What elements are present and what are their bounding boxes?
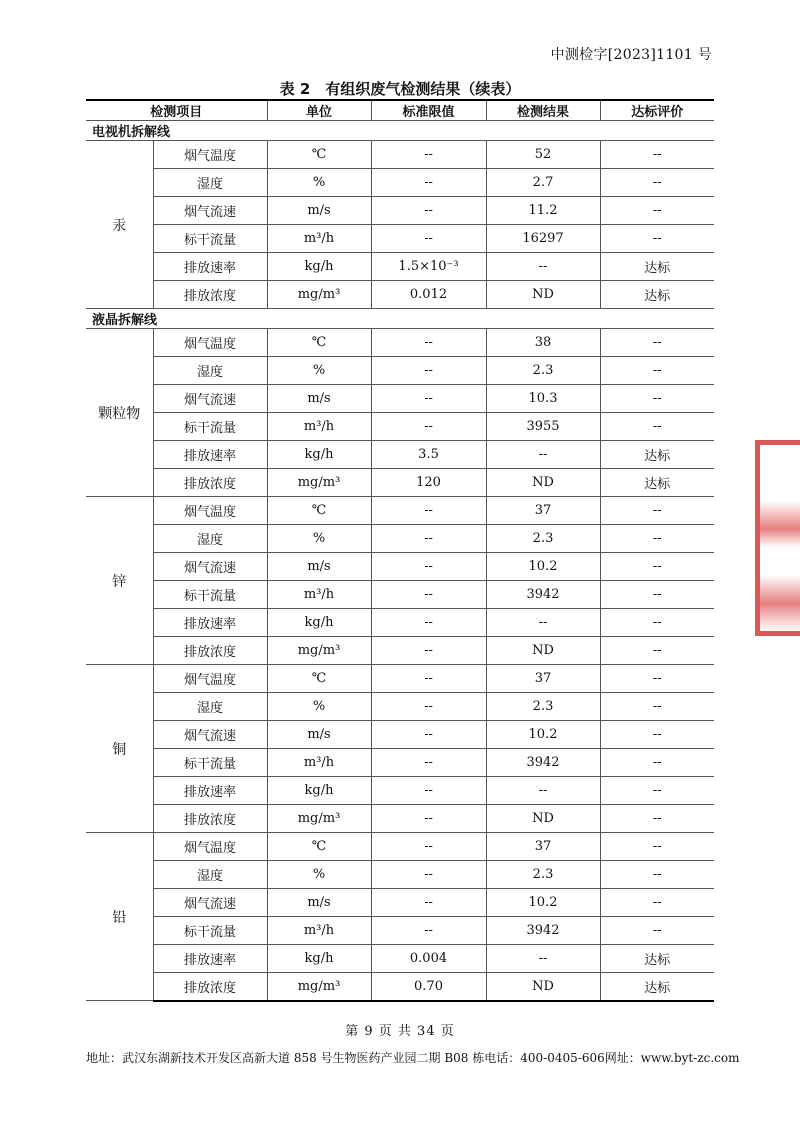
table-row	[86, 917, 714, 945]
result-cell: 2.7	[486, 169, 600, 197]
section-title: 液晶拆解线	[86, 309, 714, 329]
table-row	[86, 385, 714, 413]
eval-cell: --	[600, 329, 714, 357]
limit-cell: --	[371, 637, 486, 665]
eval-cell: --	[600, 553, 714, 581]
limit-cell: --	[371, 861, 486, 889]
unit-cell: ℃	[267, 665, 371, 693]
table-row	[86, 861, 714, 889]
unit-cell: m³/h	[267, 749, 371, 777]
table-row	[86, 553, 714, 581]
header-result: 检测结果	[486, 100, 600, 121]
param-cell: 湿度	[153, 169, 267, 197]
param-cell: 排放浓度	[153, 805, 267, 833]
table-row	[86, 721, 714, 749]
eval-cell: --	[600, 609, 714, 637]
limit-cell: --	[371, 553, 486, 581]
table-row	[86, 357, 714, 385]
limit-cell: --	[371, 805, 486, 833]
result-cell: 10.2	[486, 721, 600, 749]
table-row	[86, 749, 714, 777]
unit-cell: m³/h	[267, 581, 371, 609]
unit-cell: %	[267, 525, 371, 553]
limit-cell: --	[371, 581, 486, 609]
result-cell: 2.3	[486, 525, 600, 553]
red-seal-stamp	[755, 440, 800, 636]
limit-cell: --	[371, 609, 486, 637]
result-cell: 10.2	[486, 889, 600, 917]
result-cell: --	[486, 609, 600, 637]
unit-cell: %	[267, 357, 371, 385]
eval-cell: --	[600, 141, 714, 169]
param-cell: 烟气温度	[153, 497, 267, 525]
result-cell: 10.3	[486, 385, 600, 413]
result-cell: --	[486, 945, 600, 973]
param-cell: 排放速率	[153, 253, 267, 281]
unit-cell: m/s	[267, 553, 371, 581]
eval-cell: 达标	[600, 253, 714, 281]
limit-cell: --	[371, 749, 486, 777]
table-caption: 表 2 有组织废气检测结果（续表）	[279, 80, 521, 98]
limit-cell: 1.5×10⁻³	[371, 253, 486, 281]
table-row	[86, 497, 714, 525]
limit-cell: --	[371, 141, 486, 169]
table-row	[86, 141, 714, 169]
limit-cell: --	[371, 329, 486, 357]
result-cell: 3942	[486, 917, 600, 945]
param-cell: 排放速率	[153, 777, 267, 805]
unit-cell: m³/h	[267, 917, 371, 945]
result-cell: 37	[486, 497, 600, 525]
result-cell: ND	[486, 805, 600, 833]
unit-cell: %	[267, 861, 371, 889]
table-row	[86, 225, 714, 253]
unit-cell: mg/m³	[267, 281, 371, 309]
page-footer	[86, 1049, 740, 1066]
eval-cell: --	[600, 917, 714, 945]
unit-cell: m/s	[267, 721, 371, 749]
param-cell: 烟气流速	[153, 197, 267, 225]
result-cell: 2.3	[486, 861, 600, 889]
limit-cell: --	[371, 413, 486, 441]
eval-cell: --	[600, 861, 714, 889]
limit-cell: --	[371, 525, 486, 553]
unit-cell: m/s	[267, 385, 371, 413]
param-cell: 标干流量	[153, 581, 267, 609]
eval-cell: --	[600, 693, 714, 721]
unit-cell: mg/m³	[267, 637, 371, 665]
unit-cell: m/s	[267, 889, 371, 917]
table-row	[86, 637, 714, 665]
result-cell: --	[486, 253, 600, 281]
unit-cell: m³/h	[267, 225, 371, 253]
table-row	[86, 665, 714, 693]
limit-cell: --	[371, 497, 486, 525]
eval-cell: 达标	[600, 441, 714, 469]
table-row	[86, 805, 714, 833]
item-name-cell: 锌	[86, 497, 153, 665]
eval-cell: 达标	[600, 973, 714, 1001]
header-row	[86, 100, 714, 121]
limit-cell: --	[371, 197, 486, 225]
eval-cell: --	[600, 497, 714, 525]
unit-cell: m³/h	[267, 413, 371, 441]
result-cell: 3955	[486, 413, 600, 441]
footer-phone: 电话：400-0405-606	[484, 1051, 605, 1065]
result-cell: 38	[486, 329, 600, 357]
table-row	[86, 329, 714, 357]
eval-cell: --	[600, 385, 714, 413]
param-cell: 标干流量	[153, 225, 267, 253]
unit-cell: kg/h	[267, 253, 371, 281]
table-row	[86, 469, 714, 497]
limit-cell: --	[371, 889, 486, 917]
result-cell: 10.2	[486, 553, 600, 581]
unit-cell: ℃	[267, 833, 371, 861]
table-row	[86, 525, 714, 553]
table-row	[86, 889, 714, 917]
eval-cell: --	[600, 357, 714, 385]
unit-cell: %	[267, 693, 371, 721]
limit-cell: --	[371, 665, 486, 693]
unit-cell: m/s	[267, 197, 371, 225]
eval-cell: --	[600, 637, 714, 665]
section-row	[86, 121, 714, 141]
limit-cell: 0.70	[371, 973, 486, 1001]
param-cell: 标干流量	[153, 749, 267, 777]
table-row	[86, 945, 714, 973]
param-cell: 烟气温度	[153, 329, 267, 357]
result-cell: 3942	[486, 581, 600, 609]
eval-cell: --	[600, 665, 714, 693]
result-cell: 52	[486, 141, 600, 169]
unit-cell: ℃	[267, 141, 371, 169]
limit-cell: --	[371, 721, 486, 749]
param-cell: 湿度	[153, 861, 267, 889]
result-cell: --	[486, 777, 600, 805]
item-name-cell: 汞	[86, 141, 153, 309]
table-row	[86, 777, 714, 805]
table-row	[86, 197, 714, 225]
table-row	[86, 169, 714, 197]
results-table	[86, 99, 714, 1002]
table-row	[86, 609, 714, 637]
unit-cell: kg/h	[267, 609, 371, 637]
table-row	[86, 693, 714, 721]
limit-cell: --	[371, 385, 486, 413]
param-cell: 湿度	[153, 357, 267, 385]
report-number: 中测检字[2023]1101 号	[550, 47, 712, 63]
eval-cell: --	[600, 833, 714, 861]
table-row	[86, 281, 714, 309]
result-cell: 2.3	[486, 357, 600, 385]
eval-cell: 达标	[600, 469, 714, 497]
param-cell: 标干流量	[153, 917, 267, 945]
limit-cell: --	[371, 917, 486, 945]
param-cell: 排放速率	[153, 441, 267, 469]
header-item: 检测项目	[86, 100, 267, 121]
footer-website: 网址：www.byt-zc.com	[604, 1051, 740, 1065]
eval-cell: --	[600, 749, 714, 777]
eval-cell: --	[600, 581, 714, 609]
result-cell: 11.2	[486, 197, 600, 225]
limit-cell: 120	[371, 469, 486, 497]
result-cell: 3942	[486, 749, 600, 777]
limit-cell: --	[371, 693, 486, 721]
table-row	[86, 253, 714, 281]
result-cell: ND	[486, 469, 600, 497]
header-unit: 单位	[267, 100, 371, 121]
param-cell: 湿度	[153, 693, 267, 721]
limit-cell: --	[371, 225, 486, 253]
header-eval: 达标评价	[600, 100, 714, 121]
table-row	[86, 413, 714, 441]
param-cell: 烟气流速	[153, 889, 267, 917]
table-body	[86, 121, 714, 1001]
eval-cell: 达标	[600, 945, 714, 973]
item-name-cell: 铅	[86, 833, 153, 1001]
limit-cell: --	[371, 357, 486, 385]
table-row	[86, 441, 714, 469]
eval-cell: --	[600, 169, 714, 197]
eval-cell: --	[600, 413, 714, 441]
unit-cell: %	[267, 169, 371, 197]
result-cell: --	[486, 441, 600, 469]
limit-cell: 0.012	[371, 281, 486, 309]
result-cell: 37	[486, 833, 600, 861]
footer-address: 地址：武汉东湖新技术开发区高新大道 858 号生物医药产业园二期 B08 栋	[86, 1051, 485, 1065]
result-cell: 16297	[486, 225, 600, 253]
eval-cell: --	[600, 889, 714, 917]
limit-cell: --	[371, 169, 486, 197]
unit-cell: ℃	[267, 329, 371, 357]
result-cell: ND	[486, 281, 600, 309]
item-name-cell: 铜	[86, 665, 153, 833]
result-cell: 37	[486, 665, 600, 693]
result-cell: ND	[486, 637, 600, 665]
unit-cell: kg/h	[267, 945, 371, 973]
param-cell: 排放速率	[153, 945, 267, 973]
table-row	[86, 973, 714, 1001]
item-name-cell: 颗粒物	[86, 329, 153, 497]
param-cell: 排放浓度	[153, 973, 267, 1001]
unit-cell: mg/m³	[267, 469, 371, 497]
unit-cell: ℃	[267, 497, 371, 525]
section-title: 电视机拆解线	[86, 121, 714, 141]
eval-cell: --	[600, 197, 714, 225]
limit-cell: --	[371, 777, 486, 805]
param-cell: 排放浓度	[153, 637, 267, 665]
result-cell: 2.3	[486, 693, 600, 721]
limit-cell: 0.004	[371, 945, 486, 973]
eval-cell: --	[600, 525, 714, 553]
table-row	[86, 833, 714, 861]
eval-cell: 达标	[600, 281, 714, 309]
param-cell: 排放速率	[153, 609, 267, 637]
unit-cell: kg/h	[267, 777, 371, 805]
header-limit: 标准限值	[371, 100, 486, 121]
param-cell: 烟气流速	[153, 553, 267, 581]
eval-cell: --	[600, 777, 714, 805]
eval-cell: --	[600, 805, 714, 833]
eval-cell: --	[600, 225, 714, 253]
limit-cell: 3.5	[371, 441, 486, 469]
param-cell: 排放浓度	[153, 281, 267, 309]
unit-cell: kg/h	[267, 441, 371, 469]
page-number: 第 9 页 共 34 页	[345, 1024, 455, 1039]
unit-cell: mg/m³	[267, 973, 371, 1001]
eval-cell: --	[600, 721, 714, 749]
param-cell: 烟气温度	[153, 833, 267, 861]
limit-cell: --	[371, 833, 486, 861]
unit-cell: mg/m³	[267, 805, 371, 833]
param-cell: 排放浓度	[153, 469, 267, 497]
result-cell: ND	[486, 973, 600, 1001]
param-cell: 烟气温度	[153, 141, 267, 169]
param-cell: 烟气流速	[153, 385, 267, 413]
param-cell: 烟气流速	[153, 721, 267, 749]
param-cell: 湿度	[153, 525, 267, 553]
section-row	[86, 309, 714, 329]
table-row	[86, 581, 714, 609]
param-cell: 烟气温度	[153, 665, 267, 693]
param-cell: 标干流量	[153, 413, 267, 441]
